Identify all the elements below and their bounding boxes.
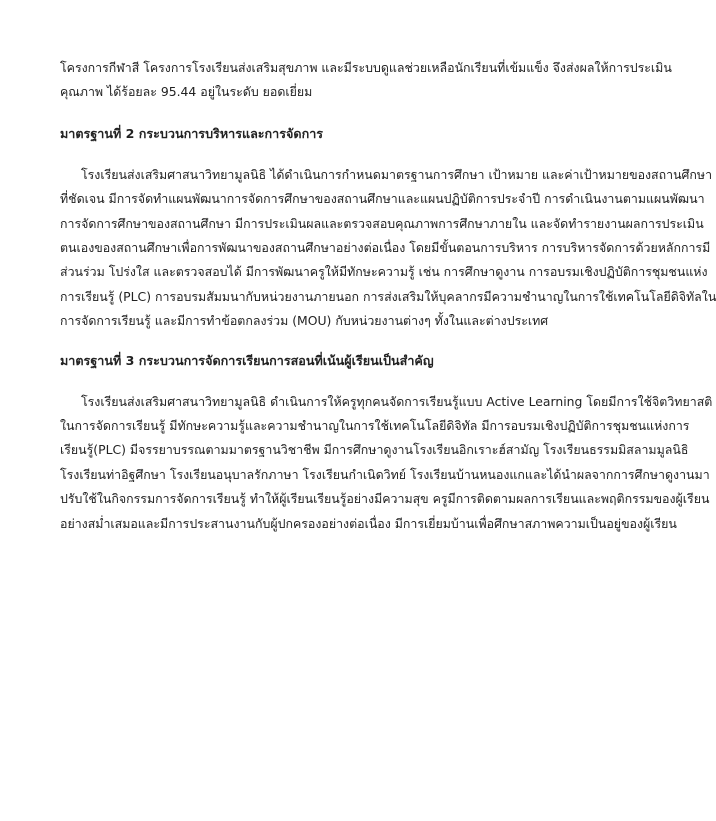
standard-2-heading: มาตรฐานที่ 2 กระบวนการบริหารและการจัดการ (60, 125, 324, 141)
standard-2-line: โรงเรียนส่งเสริมศาสนาวิทยามูลนิธิ ได้ดำเนินการกำหนดมาตรฐานการศึกษา เป้าหมาย และค่าเป้าหมายของสถานศึกษา (81, 166, 713, 182)
standard-3-heading: มาตรฐานที่ 3 กระบวนการจัดการเรียนการสอนที่เน้นผู้เรียนเป็นสำคัญ (60, 352, 434, 368)
standard-3-line: โรงเรียนท่าอิฐศึกษา โรงเรียนอนุบาลรักภาษา โรงเรียนกำเนิดวิทย์ โรงเรียนบ้านหนองแกและได้นำผลจากการศึกษาดูงานมา (60, 466, 710, 482)
standard-2-line: ที่ชัดเจน มีการจัดทำแผนพัฒนาการจัดการศึกษาของสถานศึกษาและแผนปฏิบัติการประจำปี การดำเนินงานตามแผนพัฒนา (60, 191, 705, 207)
standard-2-line: การจัดการเรียนรู้ และมีการทำข้อตกลงร่วม (MOU) กับหน่วยงานต่างๆ ทั้งในและต่างประเทศ (60, 313, 549, 329)
standard-3-paragraph (60, 390, 713, 536)
standard-3-line: โรงเรียนส่งเสริมศาสนาวิทยามูลนิธิ ดำเนินการให้ครูทุกคนจัดการเรียนรู้แบบ Active Learning โดยมีการใช้จิตวิทยาสติ (81, 393, 713, 409)
intro-line: คุณภาพ ได้ร้อยละ 95.44 อยู่ในระดับ ยอดเยี่ยม (60, 84, 313, 100)
intro-line: โครงการกีฬาสี โครงการโรงเรียนส่งเสริมสุขภาพ และมีระบบดูแลช่วยเหลือนักเรียนที่เข้มแข็ง จึงส่งผลให้การประเมิน (60, 60, 672, 75)
standard-2-line: ส่วนร่วม โปร่งใส และตรวจสอบได้ มีการพัฒนาครูให้มีทักษะความรู้ เช่น การศึกษาดูงาน การอบรมเชิงปฏิบัติการชุมชนแห่ง (60, 264, 708, 280)
standard-3-line: ปรับใช้ในกิจกรรมการจัดการเรียนรู้ ทำให้ผู้เรียนเรียนรู้อย่างมีความสุข ครูมีการติดตามผลการเรียนและพฤติกรรมของผู้เรียน (60, 491, 710, 507)
intro-paragraph (60, 56, 676, 105)
standard-3-line: อย่างสม่ำเสมอและมีการประสานงานกับผู้ปกครองอย่างต่อเนื่อง มีการเยี่ยมบ้านเพื่อศึกษาสภาพความเป็นอยู่ของผู้เรียน (60, 515, 677, 531)
standard-3-line: เรียนรู้(PLC) มีจรรยาบรรณตามมาตรฐานวิชาชีพ มีการศึกษาดูงานโรงเรียนอิกเราะฮ์สามัญ โรงเรียนธรรมมิสลามมูลนิธิ (60, 442, 689, 458)
standard-2-line: การจัดการศึกษาของสถานศึกษา มีการประเมินผลและตรวจสอบคุณภาพการศึกษาภายใน และจัดทำรายงานผลการประเมิน (60, 215, 704, 231)
standard-2-paragraph (60, 163, 716, 334)
standard-2-line: การเรียนรู้ (PLC) การอบรมสัมมนากับหน่วยงานภายนอก การส่งเสริมให้บุคลากรมีความชำนาญในการใช้เทคโนโลยีดิจิทัลใน (60, 288, 716, 304)
standard-2-line: ตนเองของสถานศึกษาเพื่อการพัฒนาของสถานศึกษาอย่างต่อเนื่อง โดยมีขั้นตอนการบริหาร การบริหารจัดการด้วยหลักการมี (60, 240, 711, 256)
standard-3-line: ในการจัดการเรียนรู้ มีทักษะความรู้และความชำนาญในการใช้เทคโนโลยีดิจิทัล มีการอบรมเชิงปฏิบัติการชุมชนแห่งการ (60, 418, 690, 434)
